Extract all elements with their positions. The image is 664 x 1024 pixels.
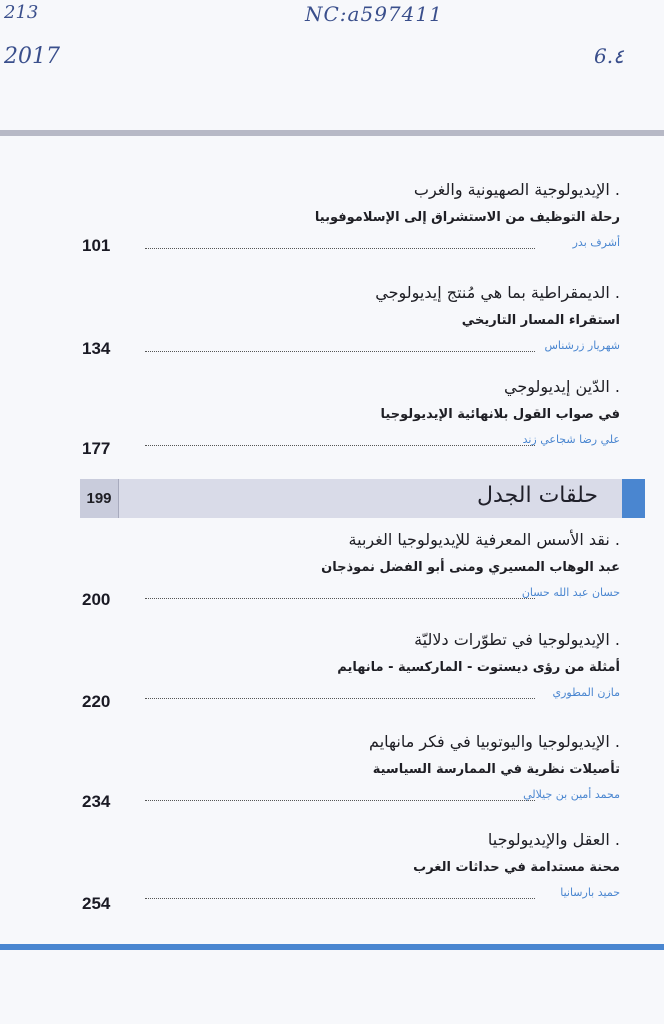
entry-subtitle: محنة مستدامة في حداثات الغرب — [413, 860, 620, 875]
section-accent-bar — [622, 479, 645, 518]
entry-page-number: 234 — [82, 792, 111, 811]
entry-title: . نقد الأسس المعرفية للإيديولوجيا الغربية — [348, 530, 620, 549]
toc-entry[interactable] — [60, 283, 620, 363]
handwritten-catalog-number: NC:a597411 — [305, 2, 443, 26]
dot-leader — [145, 435, 535, 446]
entry-subtitle: أمثلة من رؤى ديستوت - الماركسية - مانهايم — [337, 660, 620, 675]
entry-author: حسان عبد الله حسان — [521, 586, 620, 599]
entry-page-number: 254 — [82, 894, 111, 913]
top-rule — [0, 130, 664, 136]
handwritten-year: 2017 — [4, 44, 60, 69]
bottom-rule — [0, 944, 664, 950]
dot-leader — [145, 341, 535, 352]
dot-leader — [145, 588, 535, 599]
dot-leader — [145, 888, 535, 899]
entry-author: محمد أمين بن جيلالي — [523, 788, 620, 801]
handwritten-issue: 6.٤ — [594, 44, 624, 68]
toc-entry[interactable] — [60, 530, 620, 610]
entry-title: . الدّين إيديولوجي — [504, 377, 620, 396]
section-page-number: 199 — [80, 479, 119, 518]
section-title: حلقات الجدل — [477, 483, 598, 508]
toc-entry[interactable] — [60, 180, 620, 260]
toc-entry[interactable] — [60, 377, 620, 457]
entry-page-number: 177 — [82, 439, 111, 458]
entry-page-number: 101 — [82, 236, 111, 255]
entry-subtitle: تأصيلات نظرية في الممارسة السياسية — [372, 762, 620, 777]
dot-leader — [145, 688, 535, 699]
section-banner[interactable] — [80, 479, 622, 518]
entry-author: شهريار زرشناس — [544, 339, 620, 352]
toc-entry[interactable] — [60, 630, 620, 710]
handwritten-number-top-left: 213 — [4, 2, 39, 23]
entry-subtitle: رحلة التوظيف من الاستشراق إلى الإسلاموفوبيا — [314, 210, 620, 225]
entry-author: حميد بارسانيا — [560, 886, 620, 899]
entry-title: . الإيديولوجيا واليوتوبيا في فكر مانهايم — [369, 732, 620, 751]
entry-title: . العقل والإيديولوجيا — [487, 830, 620, 849]
entry-author: علي رضا شجاعي زند — [522, 433, 620, 446]
entry-page-number: 220 — [82, 692, 111, 711]
entry-subtitle: عبد الوهاب المسيري ومنى أبو الفضل نموذجان — [321, 560, 620, 575]
entry-title: . الديمقراطية بما هي مُنتج إيديولوجي — [375, 283, 620, 302]
toc-entry[interactable] — [60, 830, 620, 913]
entry-author: مازن المطوري — [552, 686, 620, 699]
entry-title: . الإيديولوجيا في تطوّرات دلاليّة — [414, 630, 620, 649]
toc-entry[interactable] — [60, 732, 620, 812]
entry-page-number: 134 — [82, 339, 111, 358]
dot-leader — [145, 238, 535, 249]
entry-title: . الإيديولوجية الصهيونية والغرب — [413, 180, 620, 199]
entry-subtitle: في صواب القول بلانهائية الإيديولوجيا — [380, 407, 620, 422]
entry-subtitle: استقراء المسار التاريخي — [461, 313, 620, 328]
entry-page-number: 200 — [82, 590, 111, 609]
entry-author: أشرف بدر — [572, 236, 620, 249]
dot-leader — [145, 790, 535, 801]
